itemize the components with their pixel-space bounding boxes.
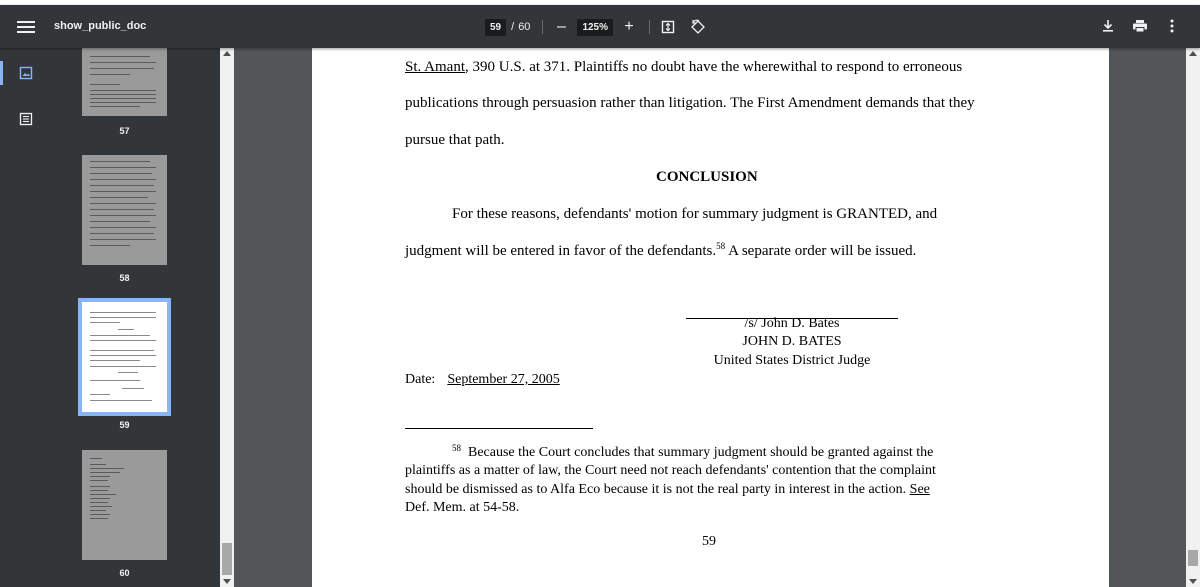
footnote-text: Because the Court concludes that summary judgment should be granted against the — [468, 445, 934, 460]
page-zoom-controls — [485, 16, 706, 38]
date-label: Date: — [405, 372, 436, 387]
judge-name: JOHN D. BATES — [742, 334, 842, 349]
signature: /s/ John D. Bates — [744, 316, 840, 331]
body-line — [405, 243, 916, 260]
footnote-line — [405, 482, 930, 498]
body-text: , 390 U.S. at 371. Plaintiffs no doubt have the wherewithal to respond to erroneous — [465, 59, 963, 75]
thumbnail-page-58[interactable] — [82, 155, 167, 265]
section-heading: CONCLUSION — [656, 169, 758, 185]
thumbnail-label: 60 — [119, 568, 130, 578]
print-icon[interactable] — [1132, 18, 1148, 34]
page-separator: / — [511, 21, 515, 33]
document-scrollbar[interactable] — [1186, 48, 1200, 587]
current-page-input[interactable]: 59 — [485, 19, 506, 36]
footnote-marker: 58 — [452, 443, 461, 453]
footnote-divider — [405, 428, 593, 429]
document-page — [312, 48, 1109, 587]
footnote-reference: 58 — [716, 241, 726, 251]
thumbnail-label: 58 — [119, 273, 130, 283]
body-text: judgment will be entered in favor of the defendants. — [405, 243, 717, 259]
scroll-up-arrow-icon[interactable] — [223, 51, 231, 56]
outline-view-button[interactable] — [16, 109, 36, 129]
toolbar-actions — [1100, 18, 1180, 34]
date-value: September 27, 2005 — [447, 372, 560, 387]
body-text: A separate order will be issued. — [725, 243, 917, 259]
outline-icon — [19, 112, 33, 126]
page-number: 59 — [702, 534, 716, 549]
scroll-up-arrow-icon[interactable] — [1189, 51, 1197, 56]
toolbar-divider — [542, 20, 543, 34]
thumbnail-view-button[interactable] — [16, 63, 36, 83]
zoom-out-button[interactable]: – — [556, 18, 566, 35]
fit-to-page-icon[interactable] — [660, 19, 676, 35]
footnote-line — [452, 445, 933, 461]
pdf-toolbar — [0, 5, 1200, 48]
thumbnail-page-60[interactable] — [82, 450, 167, 560]
zoom-in-button[interactable]: + — [624, 18, 634, 35]
date-line — [405, 372, 566, 388]
active-indicator — [0, 61, 3, 85]
judge-title: United States District Judge — [713, 353, 871, 368]
document-title: show_public_doc — [54, 20, 147, 32]
scroll-down-arrow-icon[interactable] — [223, 579, 231, 584]
document-viewer — [234, 48, 1186, 587]
thumbnail-label: 57 — [119, 126, 130, 136]
scrollbar-thumb[interactable] — [1188, 550, 1198, 566]
thumbnail-label: 59 — [119, 420, 130, 430]
sidebar — [0, 48, 52, 587]
toolbar-divider — [649, 20, 650, 34]
footnote-line: Def. Mem. at 54-58. — [405, 500, 520, 515]
body-line: For these reasons, defendants' motion for summary judgment is GRANTED, and — [452, 206, 938, 222]
zoom-level-input[interactable]: 125% — [577, 19, 613, 36]
scroll-down-arrow-icon[interactable] — [1189, 579, 1197, 584]
total-pages: 60 — [518, 21, 531, 33]
download-icon[interactable] — [1100, 18, 1116, 34]
more-options-icon[interactable] — [1164, 18, 1180, 34]
footnote-line: plaintiffs as a matter of law, the Court need not reach defendants' contention that the complaint — [405, 463, 936, 478]
body-line: publications through persuasion rather than litigation. The First Amendment demands that they — [405, 95, 975, 111]
thumbnail-panel — [52, 48, 220, 587]
rotate-icon[interactable] — [690, 19, 706, 35]
menu-icon[interactable] — [16, 18, 36, 36]
thumbnail-page-59[interactable] — [82, 302, 167, 412]
case-citation: St. Amant — [405, 59, 466, 75]
thumbnail-page-57[interactable] — [82, 48, 167, 116]
see-citation: See — [909, 482, 930, 497]
scrollbar-thumb[interactable] — [222, 543, 232, 575]
thumbnail-icon — [19, 66, 33, 80]
thumbnail-scrollbar[interactable] — [220, 48, 234, 587]
body-line — [405, 59, 962, 76]
body-line: pursue that path. — [405, 132, 505, 148]
footnote-text: should be dismissed as to Alfa Eco because it is not the real party in interest in the action. — [405, 482, 910, 497]
